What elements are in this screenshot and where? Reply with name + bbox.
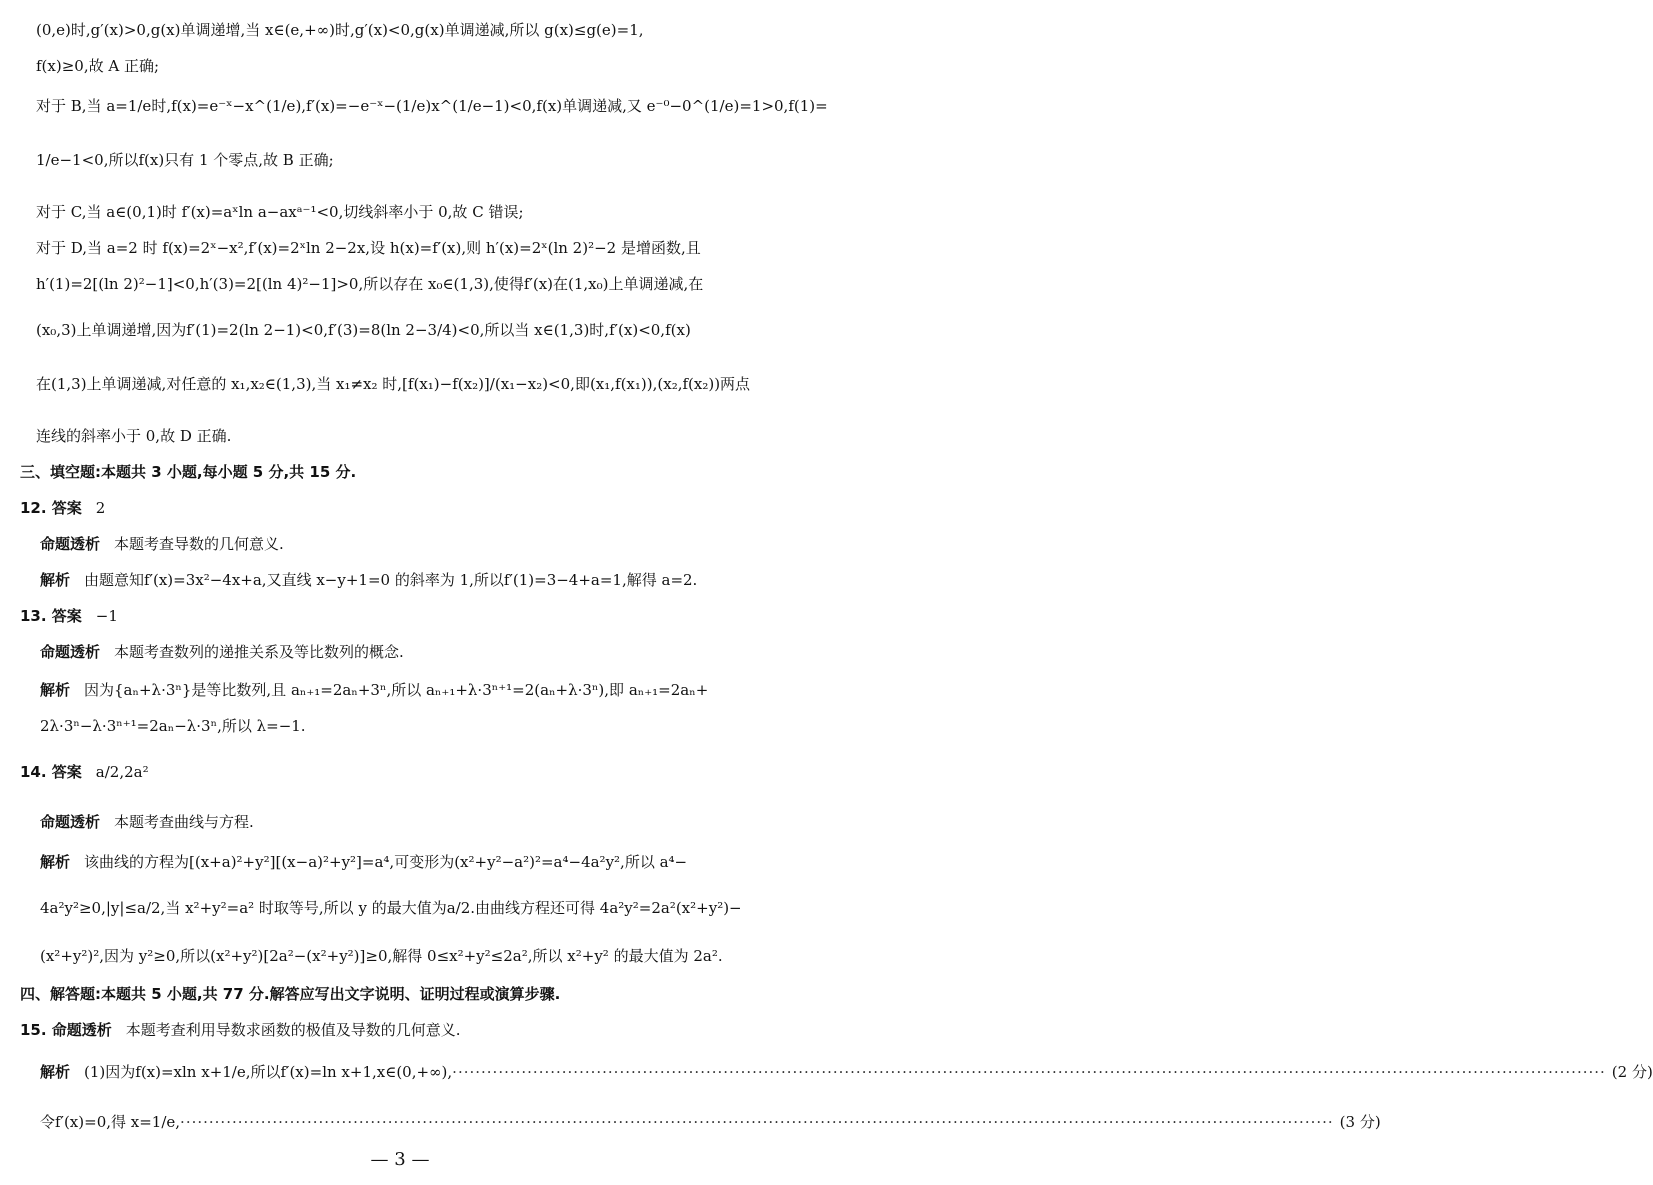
text-line xyxy=(0,426,800,446)
text-line xyxy=(0,534,800,554)
text-line xyxy=(0,462,800,482)
bold-label: 14. 答案 xyxy=(20,763,82,781)
line-text: 2λ·3ⁿ−λ·3ⁿ⁺¹=2aₙ−λ·3ⁿ,所以 λ=−1. xyxy=(40,717,306,735)
step-line xyxy=(0,1112,1381,1132)
score-points: (3 分) xyxy=(1339,1113,1381,1131)
line-text: 在(1,3)上单调递减,对任意的 x₁,x₂∈(1,3),当 x₁≠x₂ 时,[f(x₁)−f(x₂)]/(x₁−x₂)<0,即(x₁,f(x₁)),(x₂,f(x₂))两点 xyxy=(36,375,751,393)
dot-leader: ········································································································································································································ xyxy=(180,1113,1334,1131)
bold-label: 解析 xyxy=(40,681,71,699)
line-text: 该曲线的方程为[(x+a)²+y²][(x−a)²+y²]=a⁴,可变形为(x²+y²−a²)²=a⁴−4a²y²,所以 a⁴− xyxy=(84,853,688,871)
line-text: 令f′(x)=0,得 x=1/e, xyxy=(40,1113,181,1131)
line-text: 连线的斜率小于 0,故 D 正确. xyxy=(36,427,232,445)
line-text: 对于 C,当 a∈(0,1)时 f′(x)=aˣln a−axᵃ⁻¹<0,切线斜率小于 0,故 C 错误; xyxy=(36,203,524,221)
page-number: — 3 — xyxy=(370,1149,430,1170)
text-line xyxy=(0,606,800,626)
line-text: 因为{aₙ+λ·3ⁿ}是等比数列,且 aₙ₊₁=2aₙ+3ⁿ,所以 aₙ₊₁+λ·3ⁿ⁺¹=2(aₙ+λ·3ⁿ),即 aₙ₊₁=2aₙ+ xyxy=(84,681,709,699)
line-text: 本题考查数列的递推关系及等比数列的概念. xyxy=(114,643,404,661)
text-line xyxy=(0,642,800,662)
text-line xyxy=(0,238,800,258)
text-line xyxy=(0,498,800,518)
text-line xyxy=(0,150,800,170)
line-text: 本题考查导数的几何意义. xyxy=(114,535,284,553)
bold-label: 四、解答题:本题共 5 小题,共 77 分.解答应写出文字说明、证明过程或演算步骤. xyxy=(20,985,561,1003)
line-text: 本题考查曲线与方程. xyxy=(114,813,254,831)
text-line xyxy=(0,812,800,832)
line-text: −1 xyxy=(95,607,118,625)
line-text: (0,e)时,g′(x)>0,g(x)单调递增,当 x∈(e,+∞)时,g′(x)<0,g(x)单调递减,所以 g(x)≤g(e)=1, xyxy=(36,21,644,39)
step-line xyxy=(0,1062,1653,1082)
line-text: 对于 D,当 a=2 时 f(x)=2ˣ−x²,f′(x)=2ˣln 2−2x,设 h(x)=f′(x),则 h′(x)=2ˣ(ln 2)²−2 是增函数,且 xyxy=(36,239,701,257)
text-line xyxy=(0,570,800,590)
text-line xyxy=(0,202,800,222)
line-text: (x²+y²)²,因为 y²≥0,所以(x²+y²)[2a²−(x²+y²)]≥0,解得 0≤x²+y²≤2a²,所以 x²+y² 的最大值为 2a². xyxy=(40,947,723,965)
text-line xyxy=(0,274,800,294)
bold-label: 命题透析 xyxy=(40,643,101,661)
bold-label: 解析 xyxy=(40,571,71,589)
text-line xyxy=(0,56,800,76)
text-line xyxy=(0,374,800,394)
score-points: (2 分) xyxy=(1611,1063,1653,1081)
text-line xyxy=(0,898,800,918)
line-text: (x₀,3)上单调递增,因为f′(1)=2(ln 2−1)<0,f′(3)=8(ln 2−3/4)<0,所以当 x∈(1,3)时,f′(x)<0,f(x) xyxy=(36,321,691,339)
line-text: 2 xyxy=(95,499,106,517)
bold-label: 12. 答案 xyxy=(20,499,82,517)
bold-label: 三、填空题:本题共 3 小题,每小题 5 分,共 15 分. xyxy=(20,463,357,481)
text-line xyxy=(0,946,800,966)
line-text: h′(1)=2[(ln 2)²−1]<0,h′(3)=2[(ln 4)²−1]>0,所以存在 x₀∈(1,3),使得f′(x)在(1,x₀)上单调递减,在 xyxy=(36,275,704,293)
text-line xyxy=(0,762,800,782)
bold-label: 13. 答案 xyxy=(20,607,82,625)
line-text: (1)因为f(x)=xln x+1/e,所以f′(x)=ln x+1,x∈(0,+∞), xyxy=(84,1063,453,1081)
line-text: 1/e−1<0,所以f(x)只有 1 个零点,故 B 正确; xyxy=(36,151,334,169)
text-line xyxy=(0,96,828,116)
line-text: 4a²y²≥0,|y|≤a/2,当 x²+y²=a² 时取等号,所以 y 的最大值为a/2.由曲线方程还可得 4a²y²=2a²(x²+y²)− xyxy=(40,899,742,917)
text-line xyxy=(0,1020,800,1040)
line-text: a/2,2a² xyxy=(95,763,149,781)
bold-label: 命题透析 xyxy=(40,813,101,831)
bold-label: 命题透析 xyxy=(40,535,101,553)
text-line xyxy=(0,852,800,872)
text-line xyxy=(0,984,800,1004)
dot-leader: ········································································································································································································ xyxy=(452,1063,1606,1081)
bold-label: 15. 命题透析 xyxy=(20,1021,112,1039)
line-text: 本题考查利用导数求函数的极值及导数的几何意义. xyxy=(125,1021,461,1039)
line-text: f(x)≥0,故 A 正确; xyxy=(36,57,160,75)
line-text: 对于 B,当 a=1/e时,f(x)=e⁻ˣ−x^(1/e),f′(x)=−e⁻ˣ−(1/e)x^(1/e−1)<0,f(x)单调递减,又 e⁻⁰−0^(1/e)=1>0,f(1)= xyxy=(36,97,828,115)
line-text: 由题意知f′(x)=3x²−4x+a,又直线 x−y+1=0 的斜率为 1,所以f′(1)=3−4+a=1,解得 a=2. xyxy=(84,571,698,589)
text-line xyxy=(0,716,800,736)
text-line xyxy=(0,680,800,700)
text-line xyxy=(0,320,800,340)
text-line xyxy=(0,20,800,40)
bold-label: 解析 xyxy=(40,853,71,871)
bold-label: 解析 xyxy=(40,1063,71,1081)
